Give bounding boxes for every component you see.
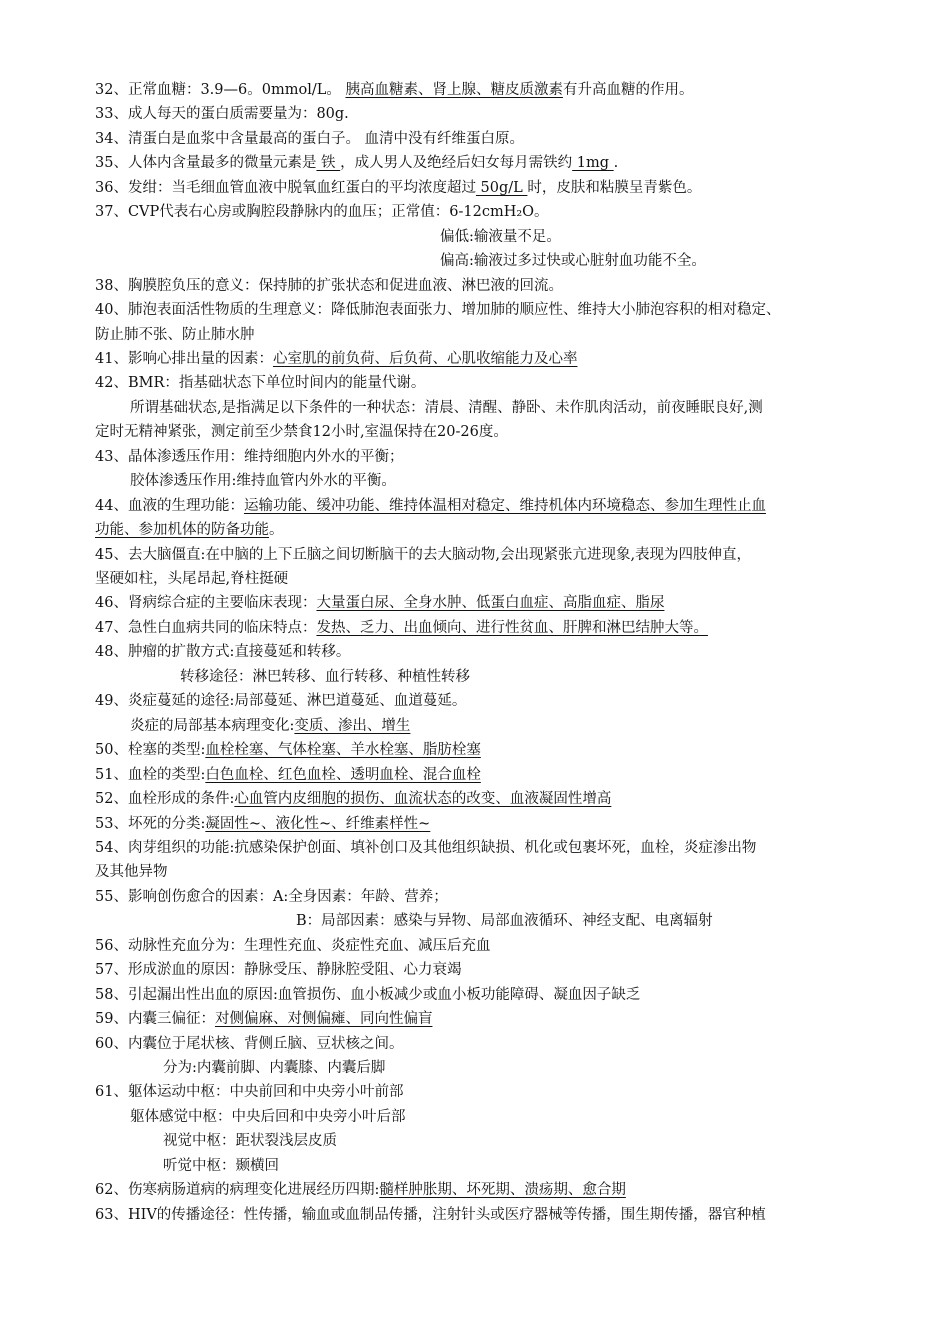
underlined-text: 血栓栓塞、气体栓塞、羊水栓塞、脂肪栓塞: [205, 742, 481, 759]
line-text: ，成人男人及绝经后妇女每月需铁约: [340, 155, 573, 172]
underlined-text: 凝固性~、液化性~、纤维素样性~: [205, 815, 431, 832]
text-line: [440, 225, 561, 249]
line-text: 34、清蛋白是血浆中含量最高的蛋白子。 血清中没有纤维蛋白原。: [95, 130, 525, 147]
line-text: 42、BMR：指基础状态下单位时间内的能量代谢。: [95, 375, 426, 392]
text-line: [95, 860, 168, 884]
line-text: 38、胸膜腔负压的意义：保持肺的扩张状态和促进血液、淋巴液的回流。: [95, 277, 563, 294]
text-line: [95, 591, 664, 615]
text-line: [95, 127, 524, 151]
text-line: [95, 812, 430, 836]
line-text: 炎症的局部基本病理变化:: [130, 717, 295, 734]
line-text: 62、伤寒病肠道病的病理变化进展经历四期:: [95, 1182, 380, 1199]
text-line: [163, 1154, 279, 1178]
line-text: 37、CVP代表右心房或胸腔段静脉内的血压；正常值：6-12cmH₂O。: [95, 204, 549, 221]
text-line: [95, 1032, 403, 1056]
text-line: [95, 1178, 626, 1202]
text-line: [95, 616, 708, 640]
text-line: [95, 323, 255, 347]
text-line: [95, 543, 751, 567]
line-text: 57、形成淤血的原因：静脉受压、静脉腔受阻、心力衰竭: [95, 962, 462, 979]
text-line: [95, 494, 766, 518]
line-text: 46、肾病综合症的主要临床表现：: [95, 595, 317, 612]
line-text: 及其他异物: [95, 864, 168, 881]
line-text: 53、坏死的分类:: [95, 815, 206, 832]
line-text: 分为:内囊前脚、内囊膝、内囊后脚: [163, 1060, 386, 1076]
text-line: [130, 469, 396, 493]
text-line: [440, 249, 706, 273]
underlined-text: 50g/L: [475, 179, 528, 196]
line-text: 44、血液的生理功能：: [95, 497, 244, 514]
underlined-text: 心血管内皮细胞的损伤、血流状态的改变、血液凝固性增高: [234, 791, 612, 808]
text-line: [95, 445, 403, 469]
text-line: [95, 518, 284, 542]
line-text: .: [613, 155, 619, 172]
line-text: 偏低:输液量不足。: [440, 228, 561, 245]
text-line: [130, 1105, 406, 1129]
text-line: [163, 1129, 337, 1153]
text-line: [95, 1007, 432, 1031]
text-line: [95, 787, 611, 811]
line-text: 36、发绀：当毛细血管血液中脱氧血红蛋白的平均浓度超过: [95, 179, 476, 196]
line-text: 躯体感觉中枢：中央后回和中央旁小叶后部: [130, 1108, 406, 1125]
line-text: 61、躯体运动中枢：中央前回和中央旁小叶前部: [95, 1084, 404, 1101]
text-line: [95, 738, 481, 762]
text-line: [95, 983, 640, 1007]
line-text: 41、影响心排出量的因素：: [95, 350, 273, 367]
text-line: [180, 665, 470, 689]
underlined-text: 对侧偏麻、对侧偏瘫、同向性偏盲: [214, 1011, 433, 1028]
text-line: [95, 371, 425, 395]
text-line: [95, 836, 756, 860]
text-line: [95, 176, 701, 200]
line-text: 54、肉芽组织的功能:抗感染保护创面、填补创口及其他组织缺损、机化或包裹坏死，血栓，炎症渗出物: [95, 839, 757, 856]
text-line: [95, 958, 461, 982]
text-line: [95, 885, 448, 909]
text-line: [95, 274, 563, 298]
text-line: [95, 689, 466, 713]
underlined-text: 大量蛋白尿、全身水肿、低蛋白血症、高脂血症、脂尿: [316, 595, 665, 612]
line-text: 59、内囊三偏征：: [95, 1011, 215, 1028]
text-line: [95, 298, 780, 322]
line-text: 56、动脉性充血分为：生理性充血、炎症性充血、减压后充血: [95, 937, 491, 954]
text-line: [95, 200, 549, 224]
text-line: [95, 102, 349, 126]
text-line: [163, 1056, 385, 1080]
text-line: [95, 763, 481, 787]
text-line: [95, 151, 618, 175]
line-text: 。: [269, 522, 284, 539]
text-line: [95, 1203, 766, 1227]
text-line: [95, 934, 490, 958]
line-text: 58、引起漏出性出血的原因:血管损伤、血小板减少或血小板功能障碍、凝血因子缺乏: [95, 986, 641, 1003]
line-text: 35、人体内含量最多的微量元素是: [95, 155, 317, 172]
line-text: 52、血栓形成的条件:: [95, 791, 235, 808]
underlined-text: 白色血栓、红色血栓、透明血栓、混合血栓: [205, 766, 481, 783]
line-text: 时，皮肤和粘膜呈青紫色。: [527, 179, 702, 196]
line-text: 转移途径：淋巴转移、血行转移、种植性转移: [180, 668, 470, 685]
line-text: 听觉中枢：颞横回: [163, 1157, 279, 1174]
underlined-text: 髓样肿胀期、坏死期、溃疡期、愈合期: [379, 1182, 626, 1199]
underlined-text: 运输功能、缓冲功能、维持体温相对稳定、维持机体内环境稳态、参加生理性止血: [243, 497, 766, 514]
underlined-text: 变质、渗出、增生: [294, 717, 411, 734]
underlined-text: 发热、乏力、出血倾向、进行性贫血、肝脾和淋巴结肿大等。: [316, 619, 708, 636]
line-text: 43、晶体渗透压作用：维持细胞内外水的平衡；: [95, 448, 404, 465]
line-text: 55、影响创伤愈合的因素：A:全身因素：年龄、营养；: [95, 888, 448, 905]
line-text: 60、内囊位于尾状核、背侧丘脑、豆状核之间。: [95, 1035, 404, 1052]
line-text: 48、肿瘤的扩散方式:直接蔓延和转移。: [95, 644, 351, 661]
line-text: 45、去大脑僵直:在中脑的上下丘脑之间切断脑干的去大脑动物,会出现紧张亢进现象,表现为四肢伸直，: [95, 546, 752, 563]
text-line: [95, 78, 693, 102]
line-text: 63、HIV的传播途径：性传播，输血或血制品传播，注射针头或医疗器械等传播，围生期传播，器官种植: [95, 1206, 766, 1223]
underlined-text: 1mg: [572, 155, 614, 172]
underlined-text: 功能、参加机体的防备功能: [95, 522, 269, 539]
line-text: 视觉中枢：距状裂浅层皮质: [163, 1133, 337, 1150]
line-text: 49、炎症蔓延的途径:局部蔓延、淋巴道蔓延、血道蔓延。: [95, 693, 467, 710]
text-line: [95, 640, 350, 664]
line-text: 33、成人每天的蛋白质需要量为：80g.: [95, 106, 349, 123]
line-text: B：局部因素：感染与异物、局部血液循环、神经支配、电离辐射: [296, 913, 713, 930]
underlined-text: 心室肌的前负荷、后负荷、心肌收缩能力及心率: [272, 350, 578, 367]
text-line: [95, 1080, 403, 1104]
line-text: 40、肺泡表面活性物质的生理意义：降低肺泡表面张力、增加肺的顺应性、维持大小肺泡容积的相对稳定、: [95, 302, 781, 319]
line-text: 50、栓塞的类型:: [95, 742, 206, 759]
line-text: 防止肺不张、防止肺水肿: [95, 326, 255, 343]
text-line: [95, 567, 288, 591]
line-text: 所谓基础状态,是指满足以下条件的一种状态：清晨、清醒、静卧、未作肌肉活动，前夜睡眠良好,测: [130, 399, 763, 416]
line-text: 坚硬如柱，头尾昂起,脊柱挺硬: [95, 571, 289, 587]
line-text: 定时无精神紧张，测定前至少禁食12小时,室温保持在20-26度。: [95, 424, 508, 441]
text-line: [95, 347, 577, 371]
underlined-text: 铁: [316, 155, 341, 172]
line-text: 胶体渗透压作用:维持血管内外水的平衡。: [130, 473, 396, 490]
text-line: [130, 714, 410, 738]
underlined-text: 胰高血糖素、肾上腺、糖皮质激素: [345, 82, 563, 98]
text-line: [130, 396, 763, 420]
line-text: 32、正常血糖：3.9—6。0mmol/L。: [95, 82, 346, 98]
line-text: 有升高血糖的作用。: [562, 82, 694, 98]
text-line: [296, 909, 713, 933]
line-text: 47、急性白血病共同的临床特点：: [95, 619, 317, 636]
line-text: 偏高:输液过多过快或心脏射血功能不全。: [440, 253, 706, 270]
line-text: 51、血栓的类型:: [95, 766, 206, 783]
text-line: [95, 420, 508, 444]
